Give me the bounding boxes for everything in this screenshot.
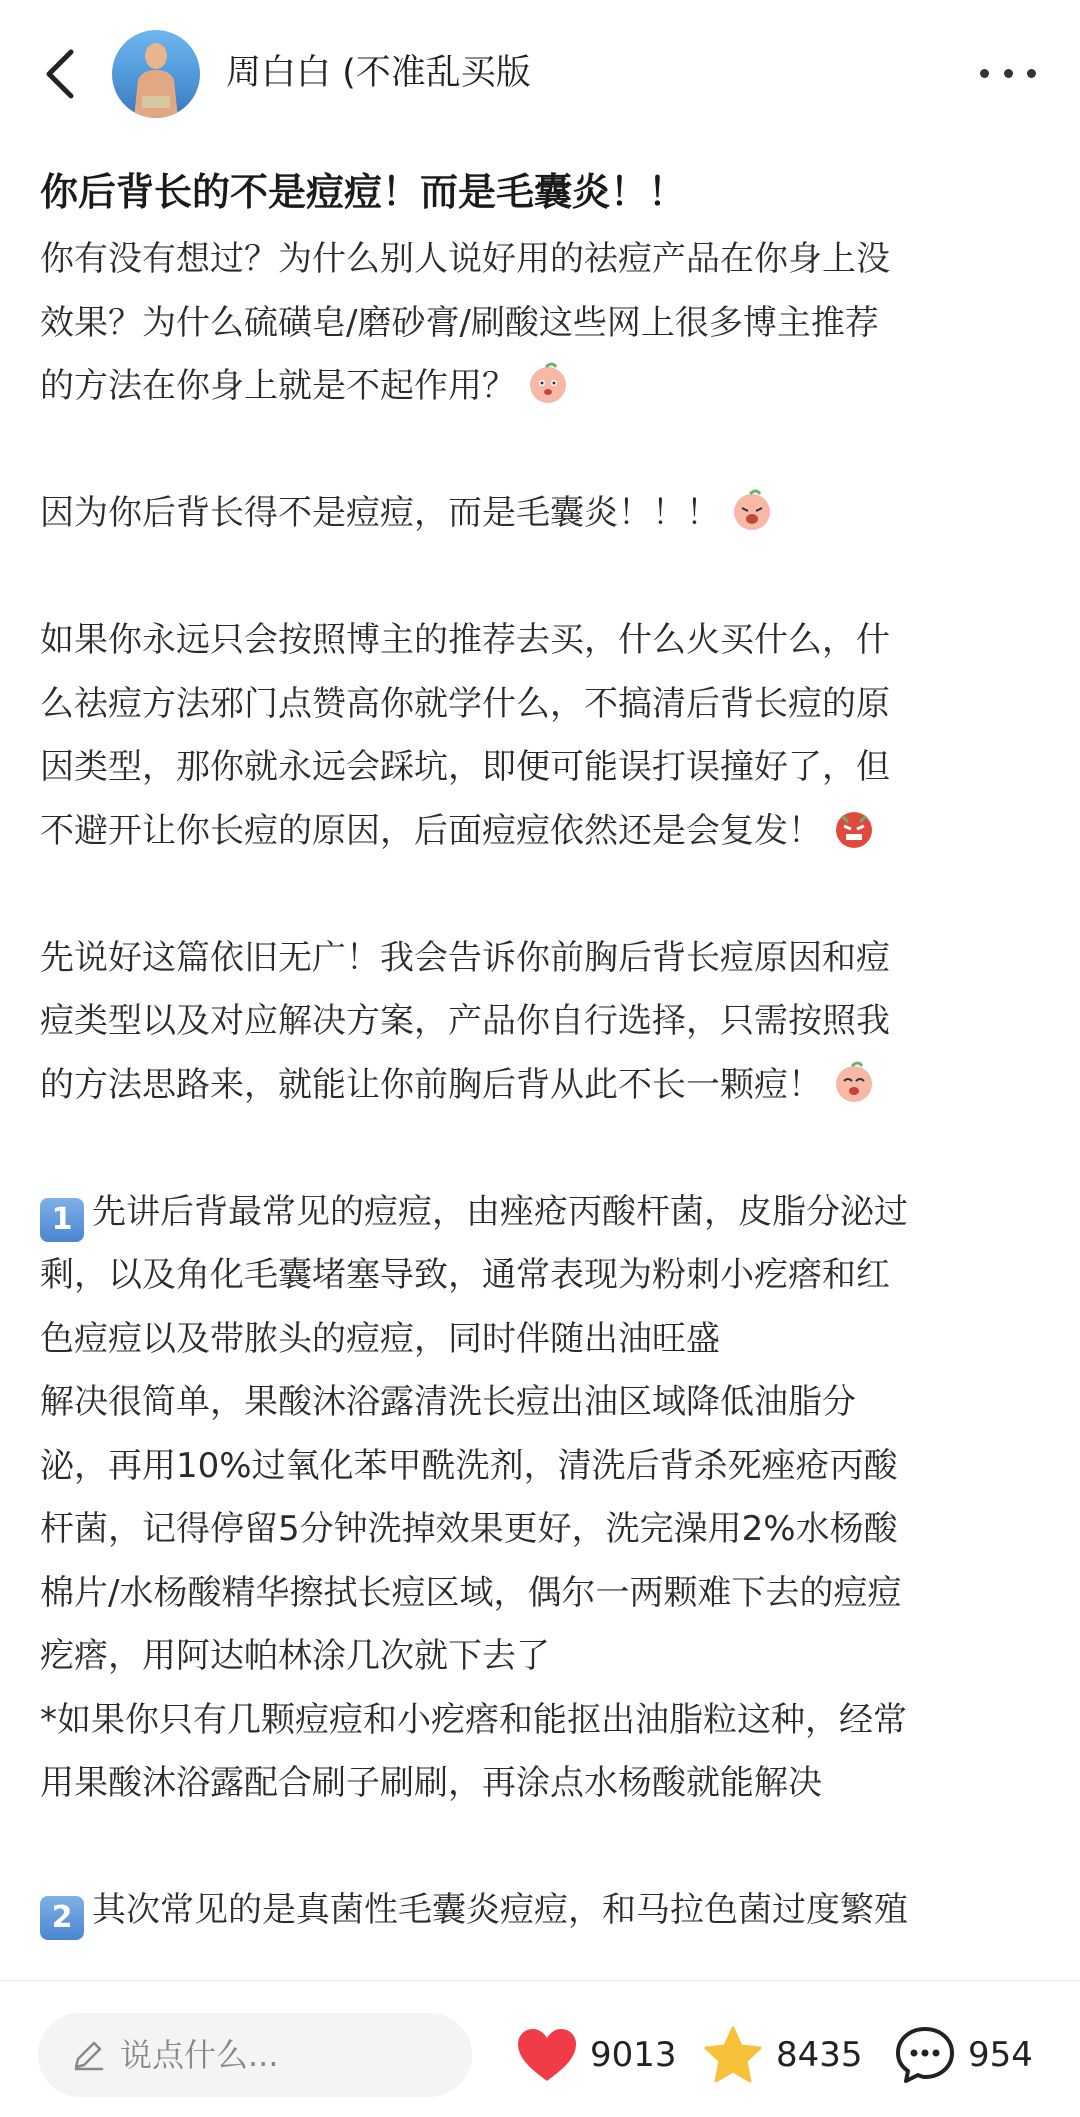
number-badge: 2 <box>40 1896 84 1940</box>
text-line: 痘类型以及对应解决方案，产品你自行选择，只需按照我 <box>40 1001 890 1041</box>
text-line: 因类型，那你就永远会踩坑，即便可能误打误撞好了，但 <box>40 747 890 787</box>
text-line: 先说好这篇依旧无广！我会告诉你前胸后背长痘原因和痘 <box>40 937 890 978</box>
text-line: 杆菌，记得停留5分钟洗掉效果更好，洗完澡用2%水杨酸 <box>40 1509 898 1549</box>
text-line: 剩，以及角化毛囊堵塞导致，通常表现为粉刺小疙瘩和红 <box>40 1255 890 1295</box>
avatar-figure-icon <box>112 30 200 118</box>
emoji-icon <box>832 1060 876 1104</box>
pencil-icon <box>68 2035 108 2075</box>
back-arrow-icon <box>45 48 75 100</box>
text-line: 色痘痘以及带脓头的痘痘，同时伴随出油旺盛 <box>40 1318 720 1359</box>
back-button[interactable] <box>36 44 84 104</box>
star-icon <box>702 2025 764 2085</box>
text-line: 如果你永远只会按照博主的推荐去买，什么火买什么，什 <box>40 620 890 660</box>
emoji-icon <box>526 361 570 405</box>
text-line: 的方法在你身上就是不起作用？ <box>40 355 1040 419</box>
comment-icon <box>894 2025 956 2085</box>
number-badge: 1 <box>40 1198 84 1242</box>
favorite-button[interactable] <box>702 2013 863 2097</box>
text-line: 用果酸沐浴露配合刷子刷刷，再涂点水杨酸就能解决 <box>40 1763 822 1803</box>
heart-icon <box>516 2027 578 2083</box>
comment-placeholder: 说点什么... <box>120 2036 279 2074</box>
like-button[interactable] <box>516 2013 677 2097</box>
top-bar <box>0 0 1080 146</box>
text-line: *如果你只有几颗痘痘和小疙瘩和能抠出油脂粒这种，经常 <box>40 1699 907 1740</box>
text-line: 的方法思路来，就能让你前胸后背从此不长一颗痘！ <box>40 1054 1040 1118</box>
favorite-count: 8435 <box>776 2035 863 2075</box>
more-button[interactable] <box>980 58 1036 88</box>
text-line: 1 先讲后背最常见的痘痘，由痤疮丙酸杆菌，皮脂分泌过 <box>40 1181 1040 1245</box>
comment-count: 954 <box>968 2035 1033 2075</box>
text-line: 不避开让你长痘的原因，后面痘痘依然还是会复发！ <box>40 800 1040 864</box>
comment-input[interactable] <box>38 2013 472 2097</box>
text-line: 因为你后背长得不是痘痘，而是毛囊炎！！！ <box>40 482 1040 546</box>
text-line: 棉片/水杨酸精华擦拭长痘区域，偶尔一两颗难下去的痘痘 <box>40 1572 902 1613</box>
more-icon <box>980 69 989 78</box>
emoji-icon <box>832 806 876 850</box>
text-line: 疙瘩，用阿达帕林涂几次就下去了 <box>40 1636 550 1676</box>
text-line: 解决很简单，果酸沐浴露清洗长痘出油区域降低油脂分 <box>40 1382 856 1422</box>
post-content <box>40 160 1040 1943</box>
text-line: 泌，再用10%过氧化苯甲酰洗剂，清洗后背杀死痤疮丙酸 <box>40 1445 898 1486</box>
post-title: 你后背长的不是痘痘！而是毛囊炎！！ <box>40 170 687 214</box>
text-line: 2 其次常见的是真菌性毛囊炎痘痘，和马拉色菌过度繁殖 <box>40 1879 1040 1943</box>
text-line: 效果？为什么硫磺皂/磨砂膏/刷酸这些网上很多博主推荐 <box>40 302 879 343</box>
text-line: 你有没有想过？为什么别人说好用的祛痘产品在你身上没 <box>40 239 890 279</box>
comment-button[interactable] <box>894 2013 1033 2097</box>
like-count: 9013 <box>590 2035 677 2075</box>
author-name[interactable]: 周白白 (不准乱买版 <box>226 53 531 93</box>
emoji-icon <box>730 488 774 532</box>
avatar[interactable] <box>112 30 200 118</box>
text-line: 么祛痘方法邪门点赞高你就学什么，不搞清后背长痘的原 <box>40 683 890 724</box>
bottom-action-bar <box>0 1980 1080 2117</box>
